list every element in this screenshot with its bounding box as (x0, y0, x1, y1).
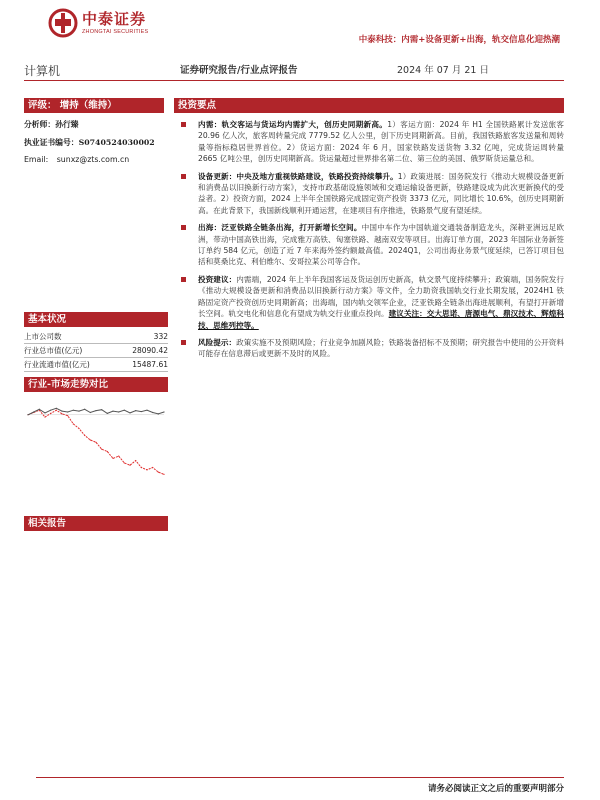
list-item (175, 119, 564, 165)
series-1-point (95, 410, 96, 411)
series-0-point (107, 451, 108, 452)
series-0-point (141, 467, 142, 468)
bullet-text: 政策实施不及预期风险；行业竞争加剧风险；铁路装备招标不及预期；研究报告中使用的公开资料可能存在信息滞后或更新不及时的风险。 (198, 337, 565, 359)
investment-points-list (175, 119, 564, 366)
brand-logo (48, 6, 148, 40)
series-0-point (56, 410, 57, 411)
series-0-point (124, 462, 125, 463)
report-type: 证券研究报告/行业点评报告 (180, 65, 298, 76)
series-0-point (84, 435, 85, 436)
investment-points-header (174, 98, 564, 113)
bullet-keyword: 设备更新：中央及地方重视铁路建设，铁路投资持续攀升。 (198, 171, 398, 181)
series-1-point (78, 410, 79, 411)
basic-status-table (24, 330, 168, 372)
industry-label: 计算机 (24, 64, 61, 78)
series-1-point (152, 412, 153, 413)
series-1-point (84, 409, 85, 410)
footer-disclaimer: 请务必阅读正文之后的重要声明部分 (427, 784, 564, 794)
investment-points-title: 投资要点 (174, 98, 564, 113)
series-1-point (107, 413, 108, 414)
header-divider (24, 80, 564, 81)
bullet-text: 1）政策进展：国务院发行《推动大规模设备更新和消费品以旧换新行动方案》，支持市政基础设施领域和交通运输设备更新，铁路建设成为此次更新换代的受益者。2）投资方面，2024 上半年全国铁路完成固定资产投资 3373 亿元，同比增长 10.6%，创历史同期新高。在此背景下，我国新线顺利开通运营，在建项目有序推进，铁路景气度有望延续。 (198, 171, 564, 215)
table-row (24, 344, 168, 358)
series-1-point (158, 413, 159, 414)
license-label: 执业证书编号： (24, 138, 79, 147)
series-0-point (61, 413, 62, 414)
trend-chart (24, 395, 168, 485)
series-1-point (56, 408, 57, 409)
bullet-text: 1）客运方面：2024 年 H1 全国铁路累计发送旅客 20.96 亿人次，旅客周转量完成 7779.52 亿人公里，创下历史同期新高。目前，我国铁路旅客发送量和周转量等指标稳居世界首位。2）货运方面：2024 年 6 月，国家铁路发送货物 3.32 亿吨，完成货运周转量 2665 亿吨公里，创历史同期新高。货运量超过世界排名第二位、第三位的美国、俄罗斯货运量总和。 (198, 120, 564, 164)
series-1-point (129, 412, 130, 413)
analyst-label: 分析师： (24, 120, 56, 129)
brand-name-en: ZHONGTAI SECURITIES (82, 29, 149, 35)
series-0-point (44, 416, 45, 417)
series-0-point (73, 423, 74, 424)
bullet-keyword: 风险提示： (198, 337, 237, 347)
series-0-point (112, 458, 113, 459)
series-1-point (50, 410, 51, 411)
series-0-point (152, 467, 153, 468)
row-value: 15487.61 (132, 360, 168, 369)
series-1-point (118, 411, 119, 412)
series-1-point (61, 410, 62, 411)
brand-name-cn: 中泰证券 (82, 10, 147, 28)
series-1-point (90, 412, 91, 413)
bullet-keyword: 出海：泛亚铁路全链条出海，打开新增长空间。 (198, 223, 362, 233)
bullet-keyword: 投资建议： (198, 274, 237, 284)
row-value: 28090.42 (132, 346, 168, 355)
list-item (175, 222, 564, 268)
series-0-point (135, 460, 136, 461)
series-1-point (112, 410, 113, 411)
series-0-point (50, 413, 51, 414)
related-reports-title: 相关报告 (24, 516, 168, 531)
series-1-point (27, 414, 28, 415)
series-1-point (163, 411, 164, 412)
analyst-line (24, 119, 79, 130)
logo-mark-icon (48, 8, 78, 38)
series-line-1 (28, 408, 164, 415)
series-1-point (146, 410, 147, 411)
series-1-point (135, 410, 136, 411)
related-reports-header (24, 516, 168, 531)
row-label: 上市公司数 (24, 332, 62, 341)
bullet-recommendation: 建议关注：交大思诺、唐源电气、鼎汉技术、辉煌科技、思维列控等。 (198, 309, 564, 330)
series-1-point (33, 411, 34, 412)
series-0-point (163, 474, 164, 475)
series-0-point (118, 455, 119, 456)
email-address[interactable]: sunxz@zts.com.cn (56, 155, 130, 164)
series-0-point (90, 439, 91, 440)
email-label: Email: (24, 155, 49, 164)
basic-status-header (24, 312, 168, 327)
bullet-text: 内需端，2024 年上半年我国客运及货运创历史新高，轨交景气度持续攀升；政策端，国务院发行《推动大规模设备更新和消费品以旧换新行动方案》等文件，全力助资我国轨交行业长期发展，2024H1 铁路固定资产投资创历史同期新高；出海端，国内轨交领军企业，泛亚铁路全链条出海进展顺利，有望打开新增长空间。轨交电化和信息化有望成为轨交行业重点投向。 (198, 274, 564, 319)
bullet-text: 中国中车作为中国轨道交通装备制造龙头，深耕亚洲远足欧洲，带动中国高铁出海，完成雅万高铁、匈塞铁路、越南双安等项目。出海订单方面，2023 年国际业务新签订单约 584 亿元，创造了近 7 年来海外签约额最高值。2024Q1，公司出海业务景气度延续，已答订项目包括和莫桑比克、利伯维尔、安哥拉某公司等合作。 (198, 223, 565, 267)
bullet-keyword: 内需：轨交客运与货运均内需扩大，创历史同期新高。 (198, 120, 388, 129)
series-1-point (124, 410, 125, 411)
license-line (24, 137, 155, 148)
row-label: 行业流通市值(亿元) (24, 360, 90, 369)
series-1-point (44, 412, 45, 413)
series-1-point (39, 409, 40, 410)
rating-label: 评级： 增持（维持） (24, 98, 164, 113)
series-1-point (73, 410, 74, 411)
table-row (24, 358, 168, 372)
rating-panel (24, 98, 164, 113)
trend-header (24, 377, 168, 392)
trend-title: 行业-市场走势对比 (24, 377, 168, 392)
series-0-point (67, 415, 68, 416)
report-date: 2024 年 07 月 21 日 (397, 65, 489, 76)
table-row (24, 330, 168, 344)
license-number: S0740524030002 (78, 138, 155, 147)
series-0-point (158, 472, 159, 473)
series-0-point (95, 442, 96, 443)
series-1-point (141, 411, 142, 412)
series-0-point (129, 465, 130, 466)
email-line (24, 155, 129, 164)
series-0-point (146, 469, 147, 470)
list-item (175, 274, 564, 331)
series-0-point (101, 449, 102, 450)
series-1-point (67, 411, 68, 412)
list-item (175, 337, 564, 360)
basic-status-title: 基本状况 (24, 312, 168, 327)
trend-chart-svg (24, 395, 168, 485)
series-0-point (78, 428, 79, 429)
footer-divider (36, 777, 564, 778)
report-header-title: 中泰科技：内需+设备更新+出海，轨交信息化迎热潮 (358, 35, 560, 45)
list-item (175, 171, 564, 217)
series-1-point (101, 409, 102, 410)
row-value: 332 (153, 332, 168, 341)
row-label: 行业总市值(亿元) (24, 346, 83, 355)
analyst-name: 孙行臻 (55, 120, 79, 129)
